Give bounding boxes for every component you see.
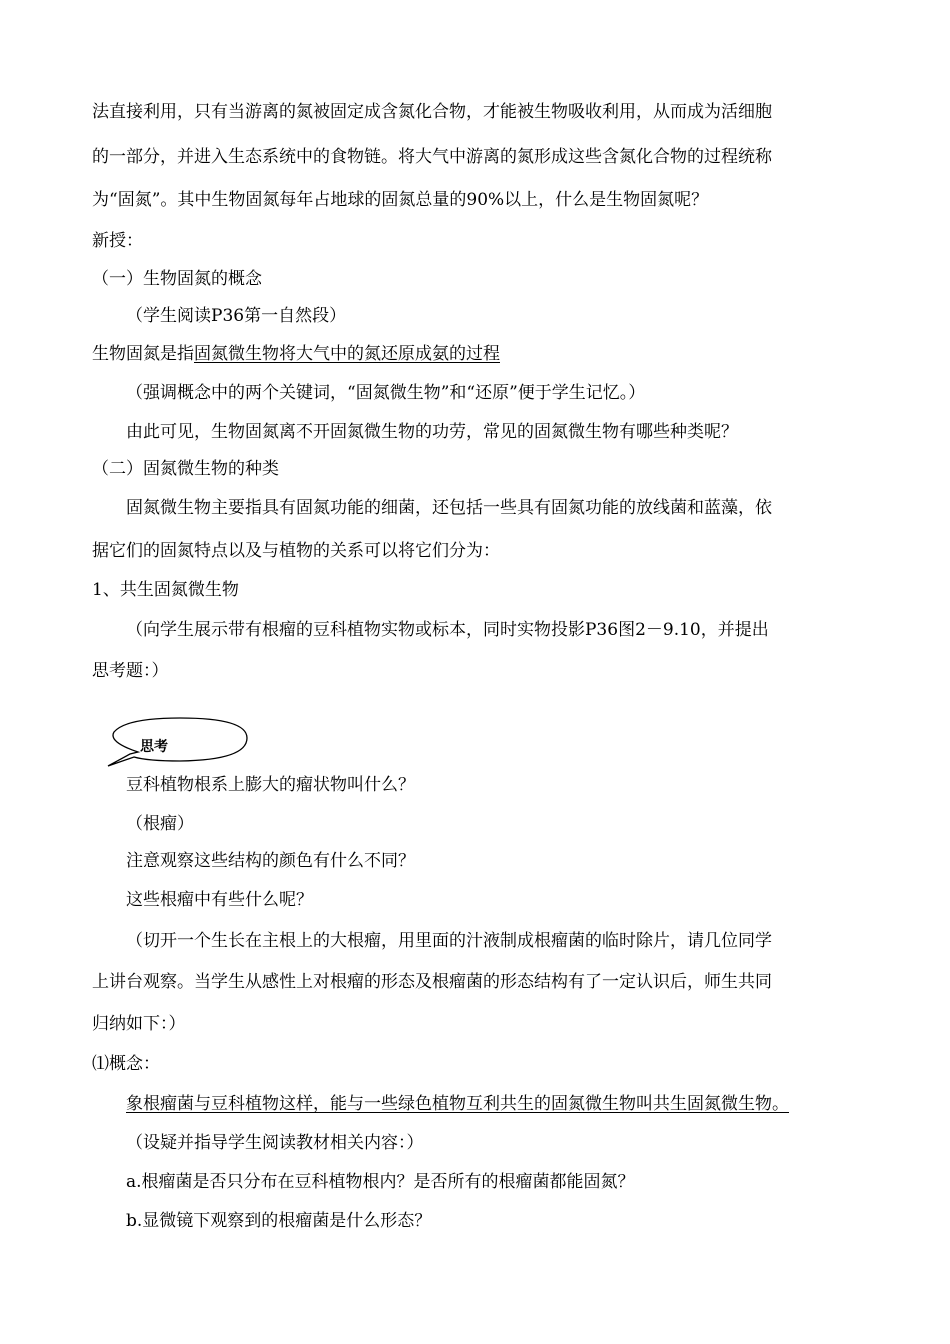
concept-heading: ⑴概念： [92, 1054, 160, 1074]
concept-definition: 象根瘤菌与豆科植物这样，能与一些绿色植物互利共生的固氮微生物叫共生固氮微生物。 [126, 1094, 789, 1114]
think-bubble-icon [104, 716, 250, 768]
activity-line-2: 上讲台观察。当学生从感性上对根瘤的形态及根瘤菌的形态结构有了一定认识后，师生共同 [92, 972, 772, 992]
section2-line-1: 固氮微生物主要指具有固氮功能的细菌，还包括一些具有固氮功能的放线菌和蓝藻，依 [126, 498, 772, 518]
activity-line-1: （切开一个生长在主根上的大根瘤，用里面的汁液制成根瘤菌的临时除片，请几位同学 [126, 931, 772, 951]
intro-line-1: 法直接利用，只有当游离的氮被固定成含氮化合物，才能被生物吸收利用，从而成为活细胞 [92, 102, 772, 122]
question-1: 豆科植物根系上膨大的瘤状物叫什么？ [126, 775, 415, 795]
question-a: a.根瘤菌是否只分布在豆科植物根内？是否所有的根瘤菌都能固氮？ [126, 1172, 635, 1192]
question-3: 这些根瘤中有些什么呢？ [126, 890, 313, 910]
section2-heading: （二）固氮微生物的种类 [92, 459, 279, 479]
question-b: b.显微镜下观察到的根瘤菌是什么形态？ [126, 1211, 432, 1231]
definition-prefix: 生物固氮是指 [92, 344, 194, 364]
transition-text: 由此可见，生物固氮离不开固氮微生物的功劳，常见的固氮微生物有哪些种类呢？ [126, 422, 738, 442]
intro-line-3: 为“固氮”。其中生物固氮每年占地球的固氮总量的90%以上，什么是生物固氮呢？ [92, 190, 709, 210]
section2-line-2: 据它们的固氮特点以及与植物的关系可以将它们分为： [92, 541, 500, 561]
symbiotic-heading: 1、共生固氮微生物 [92, 580, 239, 600]
emphasis-note: （强调概念中的两个关键词，“固氮微生物”和“还原”便于学生记忆。） [126, 383, 646, 403]
section1-heading: （一）生物固氮的概念 [92, 269, 262, 289]
show-note-line-1: （向学生展示带有根瘤的豆科植物实物或标本，同时实物投影P36图2－9.10，并提出 [126, 620, 769, 640]
answer-1: （根瘤） [126, 814, 194, 834]
guide-note: （设疑并指导学生阅读教材相关内容：） [126, 1133, 424, 1153]
section1-note: （学生阅读P36第一自然段） [126, 306, 347, 326]
show-note-line-2: 思考题：） [92, 661, 169, 681]
intro-line-2: 的一部分，并进入生态系统中的食物链。将大气中游离的氮形成这些含氮化合物的过程统称 [92, 147, 772, 167]
think-bubble-label: 思考 [140, 739, 168, 755]
activity-line-3: 归纳如下：） [92, 1014, 186, 1034]
definition-underlined: 固氮微生物将大气中的氮还原成氨的过程 [194, 344, 500, 364]
new-lesson-label: 新授： [92, 231, 143, 251]
question-2: 注意观察这些结构的颜色有什么不同？ [126, 851, 415, 871]
definition-line [92, 343, 500, 365]
